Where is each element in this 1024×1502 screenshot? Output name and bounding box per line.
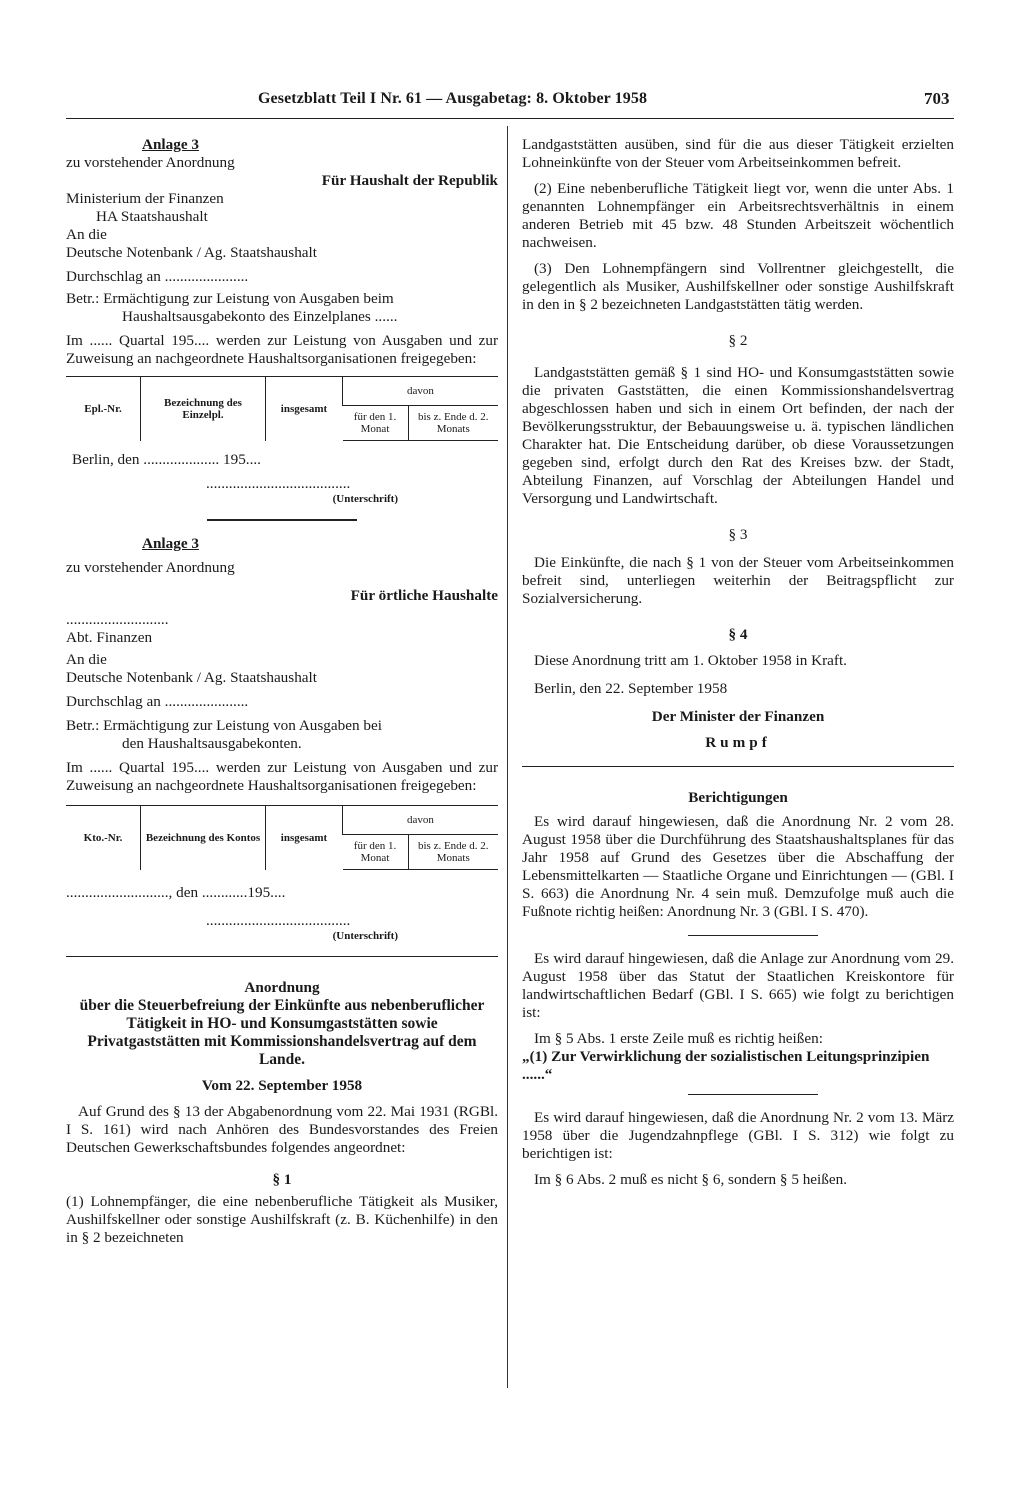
anlage-1-sender-dept: HA Staatshaushalt [96, 208, 208, 225]
table-header-kto: Kto.-Nr. [66, 806, 141, 870]
anlage-1-place-date: Berlin, den .................... 195.... [72, 451, 261, 468]
anlage-1-form-table [66, 376, 498, 441]
table-header-epl: Epl.-Nr. [66, 377, 141, 441]
section-4-heading: § 4 [728, 626, 748, 643]
anlage-2-sender: Abt. Finanzen [66, 629, 153, 646]
correction-2-location: Im § 5 Abs. 1 erste Zeile muß es richtig heißen: [534, 1030, 823, 1047]
anordnung-subject: über die Steuerbefreiung der Einkünfte aus nebenberuflicher Tätigkeit in HO- und Konsumgaststätten sowie Privatgaststätten mit Kommissionshandelsvertrag auf dem Lande. [79, 997, 485, 1068]
right-column [522, 136, 954, 1189]
anlage-1-sender: Ministerium der Finanzen [66, 190, 224, 207]
anlage-2-title: Anlage 3 [142, 535, 199, 552]
table-header-davon: davon [343, 806, 499, 835]
header-rule [66, 118, 954, 119]
anlage-2-body: Im ...... Quartal 195.... werden zur Leistung von Ausgaben und zur Zuweisung an nachgeordnete Haushaltsorganisationen freigegeben: [66, 759, 498, 794]
anlage-1-signature-dots: ...................................... [206, 475, 351, 492]
section-1-paragraph-2: (2) Eine nebenberufliche Tätigkeit liegt vor, wenn die unter Abs. 1 genannten Lohnempfänger ein Arbeitsrechtsverhältnis in einem anderen Betrieb mit 45 bzw. 48 Stunden Arbeitszeit wöchentlich nachweisen. [522, 180, 954, 251]
table-header-first-month: für den 1. Monat [343, 406, 409, 441]
column-divider [507, 126, 508, 1388]
anlage-2-form-table [66, 805, 498, 870]
anlage-2-to: An die [66, 651, 107, 668]
table-header-insgesamt: insgesamt [266, 806, 343, 870]
berichtigungen-heading: Berichtigungen [688, 789, 788, 806]
section-1-heading: § 1 [272, 1171, 292, 1188]
anlage-2-signature-dots: ...................................... [206, 912, 351, 929]
correction-2-quote: „(1) Zur Verwirklichung der sozialistischen Leitungsprinzipien ......“ [522, 1048, 930, 1083]
section-3-heading: § 3 [728, 526, 748, 543]
correction-1: Es wird darauf hingewiesen, daß die Anordnung Nr. 2 vom 28. August 1958 über die Durchführung des Staatshaushaltsplanes für das Jahr 1958 auf Grund des Gesetzes über die Abschaffung der Lebensmittelkarten — Staatliche Organe und Einrichtungen — (GBl. I S. 663) die Anordnung Nr. 4 sein muß. Demzufolge muß auch die Fußnote richtig heißen: Anordnung Nr. 3 (GBl. I S. 470). [522, 813, 954, 920]
anlage-1-to-bank: Deutsche Notenbank / Ag. Staatshaushalt [66, 244, 317, 261]
signing-place-date: Berlin, den 22. September 1958 [534, 680, 728, 697]
signatory-title: Der Minister der Finanzen [651, 708, 825, 725]
anlage-1-subject-cont: Haushaltsausgabekonto des Einzelplanes ...... [122, 308, 398, 325]
anlage-2-subtitle: zu vorstehender Anordnung [66, 559, 235, 576]
section-3-paragraph: Die Einkünfte, die nach § 1 von der Steuer vom Arbeitseinkommen befreit sind, unterliegen weiterhin der Beitragspflicht zur Sozialversicherung. [522, 554, 954, 607]
table-header-second-month: bis z. Ende d. 2. Monats [408, 406, 498, 441]
anordnung-date: Vom 22. September 1958 [201, 1077, 363, 1094]
anlage-2-heading: Für örtliche Haushalte [350, 587, 498, 604]
table-header-davon: davon [343, 377, 499, 406]
table-header-first-month: für den 1. Monat [343, 835, 409, 870]
anlage-1-copy: Durchschlag an ...................... [66, 268, 249, 285]
page-number: 703 [924, 89, 950, 108]
left-column [66, 136, 498, 1247]
section-2-paragraph: Landgaststätten gemäß § 1 sind HO- und Konsumgaststätten sowie die privaten Gaststätten, die einen Kommissionshandelsvertrag abgeschlossen haben und sich in einem Ort befinden, der nach der Bevölkerungsstruktur, der Bebauungsweise u. ä. typischen ländlichen Charakter hat. Die Entscheidung darüber, ob diese Voraussetzungen gegeben sind, erfolgt durch den Rat des Kreises bzw. der Stadt, Abteilung Finanzen, auf Vorschlag der Abteilungen Handel und Versorgung und Landwirtschaft. [522, 364, 954, 507]
anlage-1-to: An die [66, 226, 107, 243]
anlage-2-place-date: ..........................., den ............195.... [66, 884, 286, 901]
anlage-1-signature-label: (Unterschrift) [332, 493, 398, 505]
section-2-heading: § 2 [728, 332, 748, 349]
table-header-insgesamt: insgesamt [266, 377, 343, 441]
section-1-paragraph-1: (1) Lohnempfänger, die eine nebenberufliche Tätigkeit als Musiker, Aushilfskellner oder sonstige Aushilfskraft (z. B. Küchenhilfe) in den in § 2 bezeichneten [66, 1193, 498, 1246]
table-header-second-month: bis z. Ende d. 2. Monats [408, 835, 498, 870]
correction-3: Es wird darauf hingewiesen, daß die Anordnung Nr. 2 vom 13. März 1958 über die Jugendzahnpflege (GBl. I S. 312) wie folgt zu berichtigen ist: [522, 1109, 954, 1162]
anlage-1-subject: Betr.: Ermächtigung zur Leistung von Ausgaben beim [66, 290, 394, 307]
anordnung-preamble: Auf Grund des § 13 der Abgabenordnung vom 22. Mai 1931 (RGBl. I S. 161) wird nach Anhören des Bundesvorstandes des Freien Deutschen Gewerkschaftsbundes folgendes angeordnet: [66, 1103, 498, 1156]
table-header-bezeichnung: Bezeichnung des Einzelpl. [141, 377, 266, 441]
table-header-bezeichnung: Bezeichnung des Kontos [141, 806, 266, 870]
running-header: Gesetzblatt Teil I Nr. 61 — Ausgabetag: 8. Oktober 1958 [258, 90, 648, 107]
anlage-1-body: Im ...... Quartal 195.... werden zur Leistung von Ausgaben und zur Zuweisung an nachgeordnete Haushaltsorganisationen freigegeben: [66, 332, 498, 367]
anlage-2-subject: Betr.: Ermächtigung zur Leistung von Ausgaben bei [66, 717, 382, 734]
signatory-name: Rumpf [705, 734, 771, 751]
correction-2: Es wird darauf hingewiesen, daß die Anlage zur Anordnung vom 29. August 1958 über das Statut der Staatlichen Kreiskontore für landwirtschaftlichen Bedarf (GBl. I S. 665) wie folgt zu berichtigen ist: [522, 950, 954, 1021]
anlage-2-subject-cont: den Haushaltsausgabekonten. [122, 735, 302, 752]
anlage-1-heading: Für Haushalt der Republik [321, 172, 498, 189]
anlage-2-dots: ........................... [66, 611, 169, 628]
anordnung-title: Anordnung [244, 979, 320, 996]
section-4-paragraph: Diese Anordnung tritt am 1. Oktober 1958 in Kraft. [534, 652, 847, 669]
anlage-2-copy: Durchschlag an ...................... [66, 693, 249, 710]
anlage-1-title: Anlage 3 [142, 136, 199, 153]
correction-3-detail: Im § 6 Abs. 2 muß es nicht § 6, sondern § 5 heißen. [534, 1171, 847, 1188]
section-1-paragraph-3: (3) Den Lohnempfängern sind Vollrentner gleichgestellt, die gelegentlich als Musiker, Aushilfskellner oder sonstige Aushilfskraft in den in § 2 bezeichneten Landgaststätten tätig werden. [522, 260, 954, 313]
anlage-1-subtitle: zu vorstehender Anordnung [66, 154, 235, 171]
anlage-2-signature-label: (Unterschrift) [332, 930, 398, 942]
anlage-2-to-bank: Deutsche Notenbank / Ag. Staatshaushalt [66, 669, 317, 686]
section-1-paragraph-1-cont: Landgaststätten ausüben, sind für die aus dieser Tätigkeit erzielten Lohneinkünfte von der Steuer vom Arbeitseinkommen befreit. [522, 136, 954, 171]
